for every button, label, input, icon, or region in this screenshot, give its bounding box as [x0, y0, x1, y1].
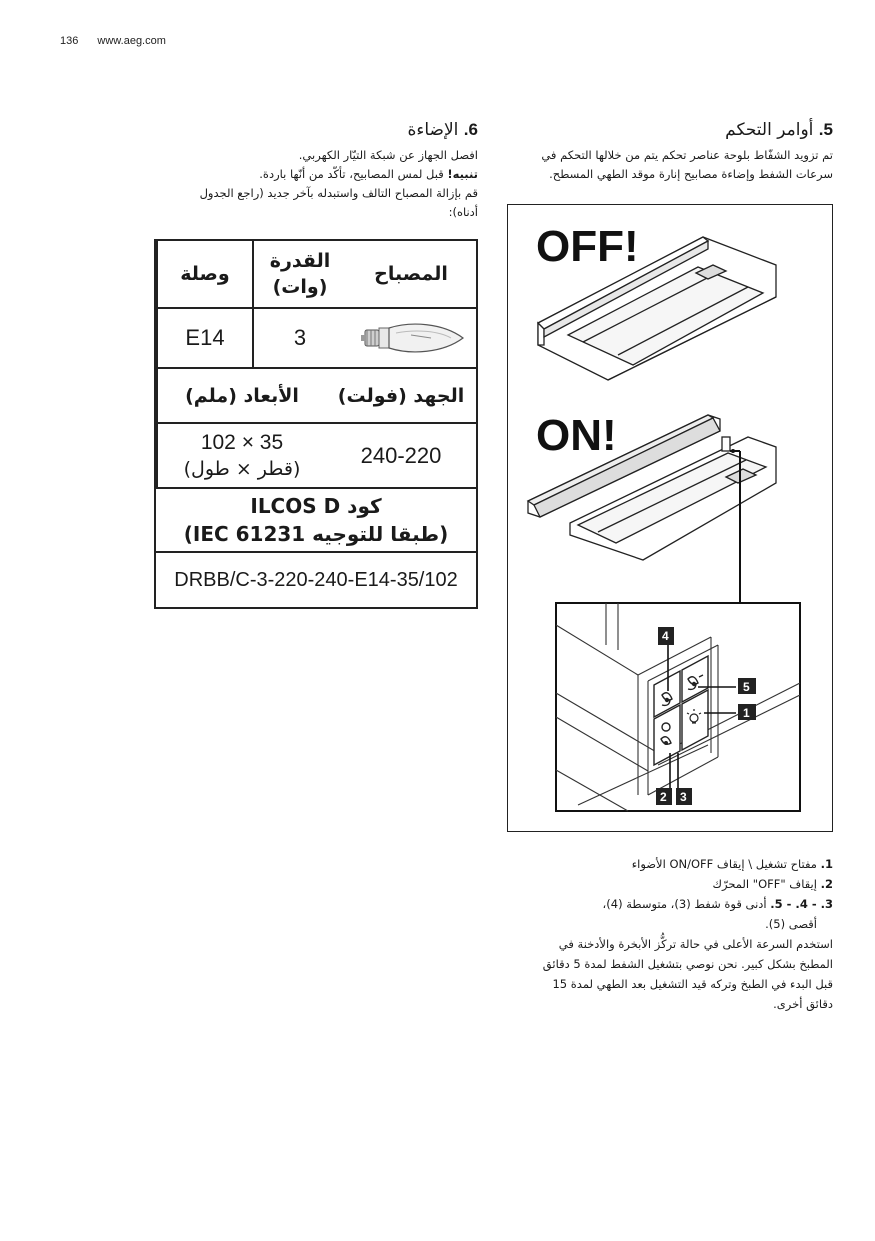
note-para-line-3: قبل البدء في الطبخ وتركه قيد التشغيل بعد الطهي لمدة 15 — [552, 977, 833, 991]
table-row-headers — [156, 241, 476, 309]
header-lamp: المصباح — [374, 263, 448, 285]
dimensions-value-cell — [156, 424, 326, 487]
header-power-line-1: القدرة — [269, 250, 331, 272]
svg-text:1: 1 — [743, 706, 750, 720]
note-para-line-4: دقائق أخرى. — [773, 997, 833, 1011]
power-value-cell — [252, 309, 346, 367]
header-dimensions: الأبعاد (ملم) — [156, 369, 326, 422]
note-para-line-2: المطبخ بشكل كبير. نحن نوصي بتشغيل الشفط لمدة 5 دقائق — [542, 957, 833, 971]
section-6-warning — [148, 165, 478, 184]
note-item-3: 3. - 4. - 5. أدنى قوة شفط (3)، متوسطة (4)، — [602, 897, 833, 911]
voltage-value-cell — [326, 424, 476, 487]
svg-text:5: 5 — [743, 680, 750, 694]
section-5-title — [493, 120, 833, 140]
badge-2 — [656, 788, 672, 805]
ilcos-code-cell — [156, 553, 476, 607]
header-voltage: الجهد (فولت) — [337, 384, 465, 407]
power-value: 3 — [293, 325, 307, 350]
page-number: 136 — [60, 35, 79, 47]
svg-text:2: 2 — [660, 790, 667, 804]
ilcos-header — [156, 489, 476, 551]
table-row-values — [156, 309, 476, 369]
dimensions-value: 102 × 35 — [200, 430, 284, 454]
section-6-text — [148, 146, 478, 222]
header-socket: وصلة — [156, 241, 252, 307]
ilcos-code: DRBB/C-3-220-240-E14-35/102 — [174, 568, 458, 591]
control-detail-box — [556, 603, 800, 811]
page-header — [60, 35, 182, 47]
voltage-value: 240-220 — [360, 442, 442, 468]
note-para-line-1: استخدم السرعة الأعلى في حالة تركُّز الأبخرة والأدخنة في — [558, 937, 833, 951]
dimensions-note: (قطر × طول) — [183, 457, 301, 480]
control-panel-diagram — [507, 204, 833, 832]
section-5-heading: أوامر التحكم — [725, 120, 814, 140]
ilcos-line-1: كود ILCOS D — [250, 494, 382, 518]
socket-value-cell — [156, 309, 252, 367]
header-power-line-2: (وات) — [272, 276, 328, 298]
svg-text:4: 4 — [662, 629, 669, 643]
section-6-line-3: قم بإزالة المصباح التالف واستبدله بآخر جديد (راجع الجدول — [199, 186, 478, 200]
section-6-heading: الإضاءة — [407, 120, 459, 140]
bulb-icon — [351, 313, 471, 363]
hood-illustration — [508, 205, 834, 833]
control-notes — [513, 854, 833, 1014]
badge-1 — [738, 704, 756, 720]
warning-text: قبل لمس المصابيح، تأكّد من أنّها باردة. — [259, 167, 448, 181]
section-6-number: 6. — [463, 120, 478, 139]
on-label: ON! — [536, 411, 617, 460]
note-item-1: 1. مفتاح تشغيل \ إيقاف ON/OFF الأضواء — [631, 857, 833, 871]
note-item-2: 2. إيقاف "OFF" المحرّك — [712, 877, 833, 891]
lamp-spec-table — [154, 239, 478, 609]
badge-3 — [676, 788, 692, 805]
section-6-line-1: افصل الجهاز عن شبكة التيّار الكهربي. — [298, 148, 478, 162]
section-6-line-4: أدناه): — [448, 205, 478, 219]
off-label: OFF! — [536, 222, 639, 271]
website-url: www.aeg.com — [97, 35, 166, 47]
section-6-title — [148, 120, 478, 140]
ilcos-line-2: (طبقا للتوجيه IEC 61231) — [183, 522, 449, 546]
header-power — [252, 241, 346, 307]
badge-5 — [738, 678, 756, 694]
note-item-3-cont: أقصى (5). — [765, 917, 817, 931]
section-5-intro-line-1: تم تزويد الشفّاط بلوحة عناصر تحكم يتم من خلالها التحكم في — [541, 148, 833, 162]
lamp-bulb-image — [346, 309, 476, 367]
socket-value: E14 — [185, 325, 225, 350]
warning-label: تنبيه! — [447, 167, 478, 181]
section-5-intro-line-2: سرعات الشفط وإضاءة مصابيح إنارة موقد الطهي المسطح. — [549, 167, 833, 181]
table-row-values-2 — [156, 424, 476, 489]
badge-4 — [658, 627, 674, 645]
table-row-headers-2 — [156, 369, 476, 424]
svg-text:3: 3 — [680, 790, 687, 804]
table-row-ilcos — [156, 489, 476, 553]
section-5-number: 5. — [818, 120, 833, 139]
section-5-intro — [493, 146, 833, 184]
table-row-code — [156, 553, 476, 607]
